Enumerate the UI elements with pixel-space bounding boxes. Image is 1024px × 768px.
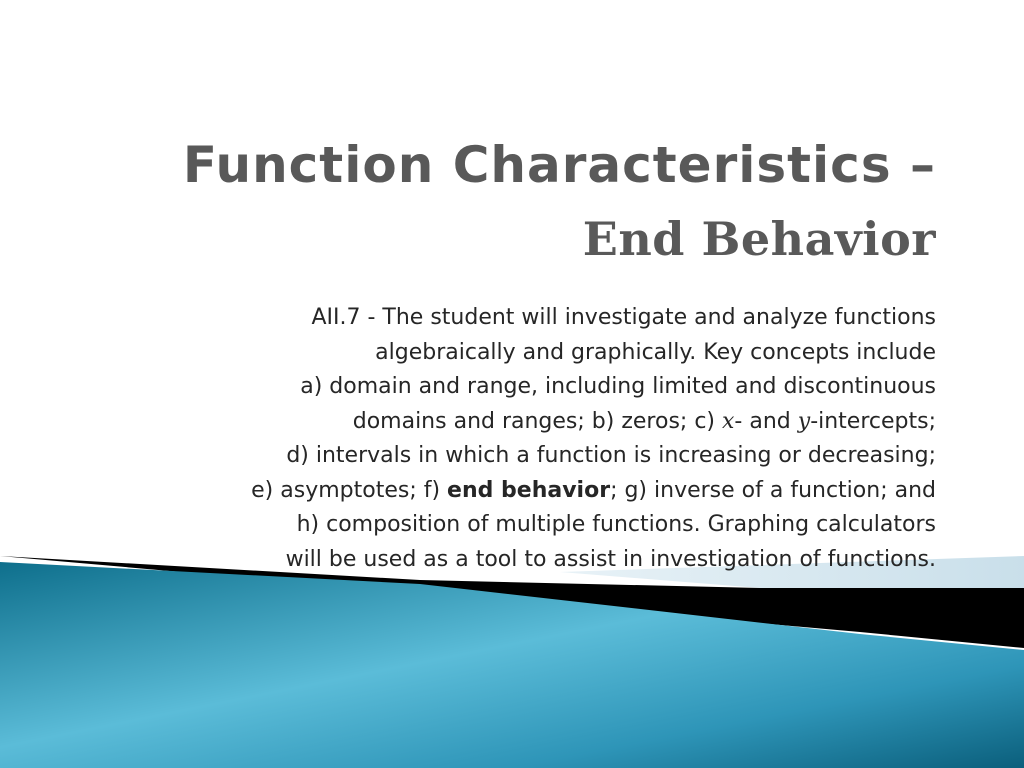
body-line-8: will be used as a tool to assist in investigation of functions. [285, 546, 936, 572]
slide-title [60, 128, 936, 276]
body-line-6-part-b: ; g) inverse of a function; and [610, 477, 936, 503]
body-line-7: h) composition of multiple functions. Graphing calculators [296, 512, 936, 537]
body-line-6 [96, 474, 936, 509]
body-line-4-part-b: - and [734, 408, 798, 434]
body-line-2: algebraically and graphically. Key concepts include [375, 339, 936, 365]
body-line-5: d) intervals in which a function is increasing or decreasing; [286, 443, 936, 468]
body-line-4-part-c: -intercepts; [810, 408, 936, 434]
body-line-4-part-a: domains and ranges; b) zeros; c) [352, 408, 722, 434]
title-line-2: End Behavior [582, 212, 936, 266]
body-line-6-part-a: e) asymptotes; f) [251, 477, 448, 503]
body-line-1: AII.7 - The student will investigate and analyze functions [311, 305, 936, 330]
variable-x: x [722, 408, 735, 434]
body-line-3: a) domain and range, including limited and discontinuous [300, 374, 936, 399]
body-line-4 [96, 405, 936, 440]
highlight-end-behavior: end behavior [447, 477, 611, 503]
variable-y: y [797, 408, 811, 434]
standard-description [96, 301, 936, 577]
title-line-1: Function Characteristics – [182, 136, 936, 194]
